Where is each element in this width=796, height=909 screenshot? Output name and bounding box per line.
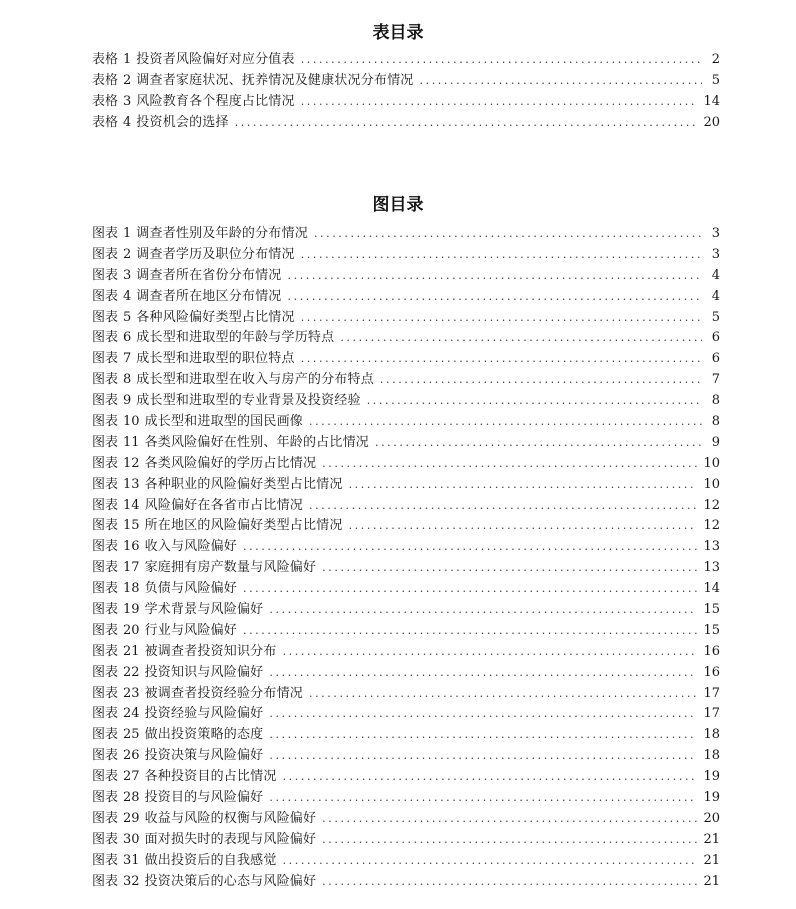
toc-entry-page: 10 xyxy=(703,476,720,492)
toc-entry-number: 2 xyxy=(123,246,132,262)
toc-entry-prefix: 图表 xyxy=(92,602,119,618)
toc-entry-label xyxy=(92,663,145,684)
toc-entry-prefix: 图表 xyxy=(92,372,119,388)
toc-entry-number: 1 xyxy=(123,226,132,241)
toc-entry-page: 13 xyxy=(703,539,720,555)
toc-entry-page: 14 xyxy=(703,93,720,109)
toc-entry-page: 12 xyxy=(703,497,720,513)
toc-entry[interactable] xyxy=(92,496,720,517)
toc-entry-label xyxy=(92,370,136,391)
toc-entry[interactable] xyxy=(92,328,720,349)
toc-entry-number: 27 xyxy=(123,769,140,785)
toc-entry-text: 做出投资后的自我感觉 xyxy=(144,852,277,868)
toc-entry-page: 15 xyxy=(703,622,720,638)
toc-entry-page: 14 xyxy=(703,581,720,597)
toc-entry-number: 30 xyxy=(123,831,140,847)
toc-entry-label xyxy=(92,579,145,600)
toc-entry-label xyxy=(92,391,136,412)
tables-toc-title: 表目录 xyxy=(372,23,424,43)
toc-entry[interactable] xyxy=(92,287,720,308)
toc-entry-text: 投资者风险偏好对应分值表 xyxy=(136,52,295,67)
toc-entry-prefix: 图表 xyxy=(92,748,119,764)
toc-entry-number: 24 xyxy=(123,706,140,722)
toc-entry-text: 调查者所在省份分布情况 xyxy=(136,267,282,283)
toc-entry-text: 被调查者投资经验分布情况 xyxy=(144,685,303,701)
toc-entry-text: 成长型和进取型的专业背景及投资经验 xyxy=(136,393,361,409)
toc-entry[interactable] xyxy=(92,308,720,329)
toc-entry-number: 5 xyxy=(123,309,132,325)
toc-entry-page: 21 xyxy=(703,831,720,847)
toc-entry-number: 15 xyxy=(123,518,140,534)
toc-entry[interactable] xyxy=(92,475,720,496)
toc-entry-page: 18 xyxy=(703,727,720,743)
toc-entry-prefix: 图表 xyxy=(92,309,119,325)
toc-leader-dots xyxy=(309,684,697,705)
toc-entry-page: 5 xyxy=(711,309,720,325)
toc-entry-page: 13 xyxy=(703,560,720,576)
toc-leader-dots xyxy=(322,809,697,830)
toc-leader-dots xyxy=(301,92,698,113)
toc-entry-label xyxy=(92,767,145,788)
toc-entry[interactable] xyxy=(92,266,720,287)
toc-entry[interactable] xyxy=(92,872,720,893)
toc-leader-dots xyxy=(375,433,702,454)
toc-entry-text: 面对损失时的表现与风险偏好 xyxy=(144,831,317,847)
toc-entry-text: 各类风险偏好在性别、年龄的占比情况 xyxy=(144,434,369,450)
toc-entry-text: 调查者性别及年龄的分布情况 xyxy=(136,226,308,241)
toc-leader-dots xyxy=(322,872,697,893)
toc-entry-prefix: 表格 xyxy=(92,93,119,109)
toc-entry-label xyxy=(92,245,136,266)
figures-toc-list xyxy=(92,224,720,893)
toc-entry-label xyxy=(92,600,145,621)
toc-entry-number: 16 xyxy=(123,539,140,555)
toc-entry-prefix: 图表 xyxy=(92,581,119,597)
toc-leader-dots xyxy=(322,830,697,851)
toc-entry-number: 23 xyxy=(123,685,140,701)
toc-entry-number: 22 xyxy=(123,664,140,680)
toc-entry-label xyxy=(92,71,136,92)
toc-entry[interactable] xyxy=(92,537,720,558)
toc-entry-prefix: 图表 xyxy=(92,622,119,638)
toc-entry-text: 家庭拥有房产数量与风险偏好 xyxy=(144,560,317,576)
toc-entry-prefix: 图表 xyxy=(92,831,119,847)
toc-leader-dots xyxy=(349,475,698,496)
toc-entry-number: 9 xyxy=(123,393,132,409)
toc-entry[interactable] xyxy=(92,516,720,537)
toc-entry-label xyxy=(92,830,145,851)
toc-entry-prefix: 图表 xyxy=(92,351,119,367)
toc-entry-number: 26 xyxy=(123,748,140,764)
toc-entry-prefix: 图表 xyxy=(92,518,119,534)
toc-entry-text: 风险偏好在各省市占比情况 xyxy=(144,497,303,513)
toc-entry-number: 20 xyxy=(123,622,140,638)
figures-toc-title: 图目录 xyxy=(372,195,424,215)
toc-entry-prefix: 图表 xyxy=(92,414,119,430)
toc-entry-page: 21 xyxy=(703,873,720,889)
toc-entry-label xyxy=(92,50,136,71)
toc-leader-dots xyxy=(269,600,697,621)
toc-entry-text: 调查者学历及职位分布情况 xyxy=(136,246,295,262)
toc-entry-prefix: 图表 xyxy=(92,226,119,241)
toc-entry-number: 1 xyxy=(123,52,132,67)
toc-entry-number: 17 xyxy=(123,560,140,576)
toc-leader-dots xyxy=(269,663,697,684)
toc-entry[interactable] xyxy=(92,725,720,746)
toc-entry-prefix: 图表 xyxy=(92,852,119,868)
toc-entry-label xyxy=(92,809,145,830)
tables-toc-list xyxy=(92,50,720,134)
toc-entry-number: 6 xyxy=(123,330,132,346)
toc-entry-text: 各种风险偏好类型占比情况 xyxy=(136,309,295,325)
toc-entry-text: 投资经验与风险偏好 xyxy=(144,706,264,722)
toc-entry[interactable] xyxy=(92,579,720,600)
toc-entry-text: 收入与风险偏好 xyxy=(144,539,237,555)
toc-entry-prefix: 图表 xyxy=(92,790,119,806)
toc-entry-prefix: 图表 xyxy=(92,643,119,659)
toc-entry-text: 调查者所在地区分布情况 xyxy=(136,288,282,304)
toc-entry-text: 投资目的与风险偏好 xyxy=(144,790,264,806)
toc-entry-number: 8 xyxy=(123,372,132,388)
toc-entry-prefix: 图表 xyxy=(92,476,119,492)
toc-entry-number: 19 xyxy=(123,602,140,618)
toc-leader-dots xyxy=(243,621,697,642)
toc-entry-number: 21 xyxy=(123,643,140,659)
toc-entry-text: 投资知识与风险偏好 xyxy=(144,664,264,680)
toc-entry-page: 5 xyxy=(711,72,720,88)
toc-entry[interactable] xyxy=(92,704,720,725)
toc-entry-prefix: 图表 xyxy=(92,497,119,513)
toc-entry-number: 28 xyxy=(123,790,140,806)
toc-leader-dots xyxy=(269,704,697,725)
toc-entry[interactable] xyxy=(92,349,720,370)
toc-entry-number: 4 xyxy=(123,288,132,304)
toc-leader-dots xyxy=(269,725,697,746)
toc-leader-dots xyxy=(283,642,698,663)
toc-entry-page: 16 xyxy=(703,643,720,659)
toc-entry[interactable] xyxy=(92,50,720,71)
toc-entry-page: 15 xyxy=(703,602,720,618)
toc-leader-dots xyxy=(322,454,697,475)
toc-entry-prefix: 图表 xyxy=(92,664,119,680)
toc-leader-dots xyxy=(288,266,703,287)
toc-entry[interactable] xyxy=(92,391,720,412)
toc-entry-text: 成长型和进取型的年龄与学历特点 xyxy=(136,330,335,346)
toc-entry-label xyxy=(92,872,145,893)
toc-entry-prefix: 表格 xyxy=(92,114,119,130)
toc-entry[interactable] xyxy=(92,809,720,830)
toc-entry-number: 2 xyxy=(123,72,132,88)
toc-entry-page: 20 xyxy=(703,810,720,826)
toc-entry-prefix: 图表 xyxy=(92,810,119,826)
toc-entry-page: 6 xyxy=(711,351,720,367)
toc-entry-prefix: 图表 xyxy=(92,560,119,576)
toc-entry-page: 8 xyxy=(711,393,720,409)
toc-entry-text: 投资决策与风险偏好 xyxy=(144,748,264,764)
toc-entry-number: 3 xyxy=(123,267,132,283)
toc-entry-number: 14 xyxy=(123,497,140,513)
toc-entry-number: 18 xyxy=(123,581,140,597)
toc-entry-label xyxy=(92,621,145,642)
toc-entry[interactable] xyxy=(92,830,720,851)
toc-entry-prefix: 图表 xyxy=(92,455,119,471)
toc-leader-dots xyxy=(301,349,702,370)
toc-entry-label xyxy=(92,287,136,308)
toc-entry-prefix: 图表 xyxy=(92,393,119,409)
toc-entry-text: 投资机会的选择 xyxy=(136,114,229,130)
toc-entry-text: 行业与风险偏好 xyxy=(144,622,237,638)
toc-leader-dots xyxy=(367,391,702,412)
toc-entry-label xyxy=(92,113,136,134)
toc-entry-text: 负债与风险偏好 xyxy=(144,581,237,597)
toc-leader-dots xyxy=(340,328,702,349)
toc-entry[interactable] xyxy=(92,684,720,705)
toc-entry[interactable] xyxy=(92,433,720,454)
toc-entry-page: 2 xyxy=(711,52,720,67)
toc-entry-prefix: 图表 xyxy=(92,246,119,262)
toc-leader-dots xyxy=(314,224,702,245)
toc-entry-label xyxy=(92,537,145,558)
toc-entry-label xyxy=(92,475,145,496)
toc-leader-dots xyxy=(269,746,697,767)
toc-entry-page: 18 xyxy=(703,748,720,764)
toc-entry-label xyxy=(92,308,136,329)
toc-entry-prefix: 表格 xyxy=(92,72,119,88)
toc-entry-prefix: 图表 xyxy=(92,330,119,346)
toc-entry-number: 13 xyxy=(123,476,140,492)
toc-entry-label xyxy=(92,725,145,746)
toc-entry-page: 4 xyxy=(711,267,720,283)
toc-entry-text: 各种职业的风险偏好类型占比情况 xyxy=(144,476,343,492)
toc-entry-prefix: 图表 xyxy=(92,434,119,450)
toc-entry-label xyxy=(92,558,145,579)
toc-entry-text: 收益与风险的权衡与风险偏好 xyxy=(144,810,317,826)
toc-entry[interactable] xyxy=(92,600,720,621)
toc-entry-page: 17 xyxy=(703,685,720,701)
toc-entry-text: 各种投资目的占比情况 xyxy=(144,769,277,785)
toc-entry-text: 投资决策后的心态与风险偏好 xyxy=(144,873,317,889)
toc-entry-label xyxy=(92,433,145,454)
toc-entry-label xyxy=(92,349,136,370)
toc-entry-page: 20 xyxy=(703,114,720,130)
toc-leader-dots xyxy=(243,579,697,600)
toc-entry-page: 3 xyxy=(711,226,720,241)
toc-entry-prefix: 图表 xyxy=(92,769,119,785)
toc-leader-dots xyxy=(309,412,702,433)
toc-entry-text: 做出投资策略的态度 xyxy=(144,727,264,743)
toc-entry[interactable] xyxy=(92,412,720,433)
toc-entry[interactable] xyxy=(92,71,720,92)
toc-entry-label xyxy=(92,516,145,537)
toc-leader-dots xyxy=(243,537,697,558)
toc-entry-text: 所在地区的风险偏好类型占比情况 xyxy=(144,518,343,534)
toc-entry-label xyxy=(92,454,145,475)
toc-entry-number: 29 xyxy=(123,810,140,826)
toc-entry-number: 31 xyxy=(123,852,140,868)
toc-entry-label xyxy=(92,684,145,705)
toc-entry[interactable] xyxy=(92,642,720,663)
toc-leader-dots xyxy=(301,50,702,71)
toc-entry-text: 学术背景与风险偏好 xyxy=(144,602,264,618)
toc-entry-page: 21 xyxy=(703,852,720,868)
toc-entry[interactable] xyxy=(92,245,720,266)
toc-entry-page: 7 xyxy=(711,372,720,388)
toc-entry-page: 6 xyxy=(711,330,720,346)
toc-leader-dots xyxy=(380,370,702,391)
toc-leader-dots xyxy=(322,558,697,579)
toc-leader-dots xyxy=(288,287,703,308)
toc-entry-prefix: 图表 xyxy=(92,727,119,743)
toc-entry-label xyxy=(92,224,136,245)
toc-entry[interactable] xyxy=(92,851,720,872)
toc-entry-label xyxy=(92,788,145,809)
toc-entry[interactable] xyxy=(92,663,720,684)
toc-entry-page: 10 xyxy=(703,455,720,471)
toc-entry-label xyxy=(92,412,145,433)
toc-entry-text: 风险教育各个程度占比情况 xyxy=(136,93,295,109)
toc-entry-page: 19 xyxy=(703,769,720,785)
toc-leader-dots xyxy=(349,516,698,537)
toc-entry[interactable] xyxy=(92,224,720,245)
toc-entry-label xyxy=(92,642,145,663)
toc-entry-label xyxy=(92,851,145,872)
toc-entry[interactable] xyxy=(92,113,720,134)
toc-leader-dots xyxy=(283,767,698,788)
toc-entry[interactable] xyxy=(92,621,720,642)
toc-entry-prefix: 图表 xyxy=(92,873,119,889)
toc-entry[interactable] xyxy=(92,92,720,113)
toc-entry-page: 17 xyxy=(703,706,720,722)
toc-entry-page: 16 xyxy=(703,664,720,680)
toc-entry-number: 7 xyxy=(123,351,132,367)
toc-leader-dots xyxy=(301,308,702,329)
toc-entry-label xyxy=(92,266,136,287)
toc-entry-label xyxy=(92,496,145,517)
toc-entry-prefix: 表格 xyxy=(92,52,119,67)
toc-entry-prefix: 图表 xyxy=(92,539,119,555)
toc-entry-page: 9 xyxy=(711,434,720,450)
toc-entry[interactable] xyxy=(92,746,720,767)
toc-entry-number: 32 xyxy=(123,873,140,889)
toc-entry[interactable] xyxy=(92,454,720,475)
toc-entry-page: 3 xyxy=(711,246,720,262)
toc-entry-page: 19 xyxy=(703,790,720,806)
toc-entry-number: 11 xyxy=(123,434,140,450)
toc-entry-label xyxy=(92,704,145,725)
toc-entry-label xyxy=(92,328,136,349)
toc-entry-prefix: 图表 xyxy=(92,685,119,701)
toc-entry-number: 10 xyxy=(123,414,140,430)
toc-entry[interactable] xyxy=(92,370,720,391)
toc-entry-page: 8 xyxy=(711,414,720,430)
toc-leader-dots xyxy=(420,71,703,92)
toc-leader-dots xyxy=(269,788,697,809)
toc-entry-prefix: 图表 xyxy=(92,706,119,722)
toc-entry-page: 12 xyxy=(703,518,720,534)
toc-entry[interactable] xyxy=(92,558,720,579)
toc-entry-text: 成长型和进取型的国民画像 xyxy=(144,414,303,430)
toc-entry-text: 被调查者投资知识分布 xyxy=(144,643,277,659)
toc-entry-label xyxy=(92,746,145,767)
toc-leader-dots xyxy=(309,496,697,517)
toc-entry-label xyxy=(92,92,136,113)
toc-entry-number: 12 xyxy=(123,455,140,471)
toc-entry-number: 3 xyxy=(123,93,132,109)
toc-leader-dots xyxy=(283,851,698,872)
toc-entry-number: 4 xyxy=(123,114,132,130)
toc-leader-dots xyxy=(235,113,698,134)
toc-entry[interactable] xyxy=(92,788,720,809)
toc-leader-dots xyxy=(301,245,702,266)
toc-entry-text: 各类风险偏好的学历占比情况 xyxy=(144,455,317,471)
toc-entry-prefix: 图表 xyxy=(92,288,119,304)
toc-entry-text: 调查者家庭状况、抚养情况及健康状况分布情况 xyxy=(136,72,414,88)
toc-entry-text: 成长型和进取型在收入与房产的分布特点 xyxy=(136,372,374,388)
toc-entry-page: 4 xyxy=(711,288,720,304)
toc-entry-number: 25 xyxy=(123,727,140,743)
toc-entry[interactable] xyxy=(92,767,720,788)
toc-entry-prefix: 图表 xyxy=(92,267,119,283)
toc-entry-text: 成长型和进取型的职位特点 xyxy=(136,351,295,367)
